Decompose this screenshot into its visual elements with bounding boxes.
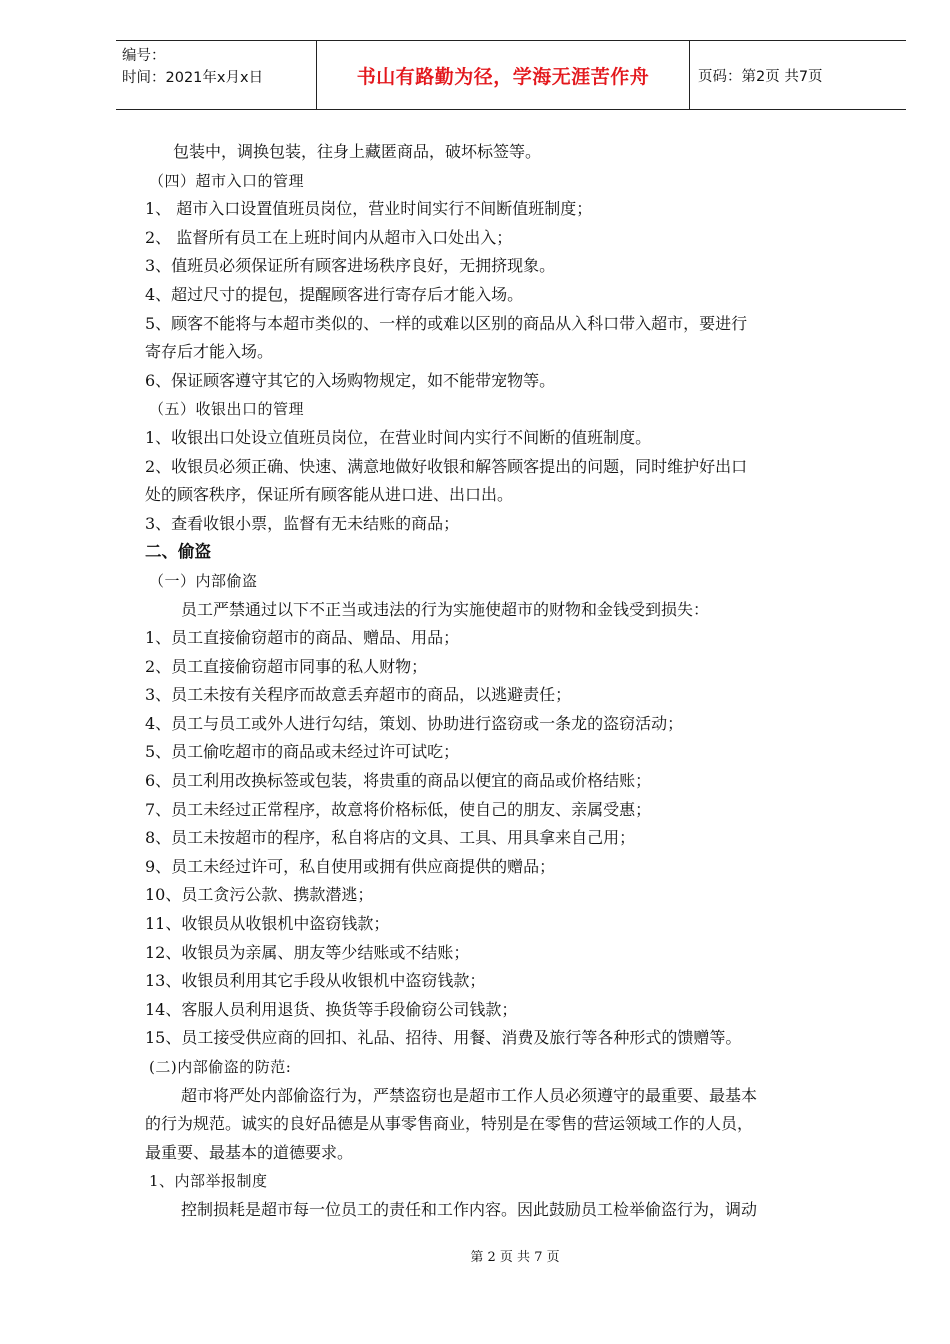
paragraph-line: 包装中，调换包装，往身上藏匿商品，破坏标签等。 bbox=[173, 142, 542, 161]
section-heading: （五）收银出口的管理 bbox=[149, 400, 305, 419]
document-number-label: 编号： bbox=[122, 48, 166, 64]
document-body bbox=[145, 138, 875, 1225]
list-item: 6、保证顾客遵守其它的入场购物规定，如不能带宠物等。 bbox=[145, 370, 556, 390]
list-item: 14、客服人员利用退货、换货等手段偷窃公司钱款； bbox=[145, 999, 518, 1019]
paragraph-line: 最重要、最基本的道德要求。 bbox=[145, 1142, 354, 1162]
list-item: 11、收银员从收银机中盗窃钱款； bbox=[145, 914, 390, 934]
document-time-label: 时间：2021年x月x日 bbox=[122, 70, 264, 86]
list-item: 2、收银员必须正确、快速、满意地做好收银和解答顾客提出的问题，同时维护好出口 bbox=[145, 456, 748, 476]
list-item-continuation: 寄存后才能入场。 bbox=[145, 342, 274, 362]
list-item: 3、查看收银小票，监督有无未结账的商品； bbox=[145, 513, 460, 533]
header-motto: 书山有路勤为径，学海无涯苦作舟 bbox=[316, 41, 690, 109]
list-item: 9、员工未经过许可，私自使用或拥有供应商提供的赠品； bbox=[145, 856, 556, 876]
list-item: 5、员工偷吃超市的商品或未经过许可试吃； bbox=[145, 742, 460, 762]
paragraph-line: 的行为规范。诚实的良好品德是从事零售商业，特别是在零售的营运领域工作的人员， bbox=[145, 1114, 754, 1134]
list-item: 6、员工利用改换标签或包装，将贵重的商品以便宜的商品或价格结账； bbox=[145, 771, 652, 791]
list-item: 15、员工接受供应商的回扣、礼品、招待、用餐、消费及旅行等各种形式的馈赠等。 bbox=[145, 1028, 742, 1048]
list-item: 10、员工贪污公款、携款潜逃； bbox=[145, 885, 374, 905]
list-item: 1、收银出口处设立值班员岗位，在营业时间内实行不间断的值班制度。 bbox=[145, 427, 652, 447]
paragraph-line: 控制损耗是超市每一位员工的责任和工作内容。因此鼓励员工检举偷盗行为，调动 bbox=[181, 1199, 758, 1219]
page-header bbox=[116, 40, 906, 110]
list-item: 8、员工未按超市的程序，私自将店的文具、工具、用具拿来自己用； bbox=[145, 828, 636, 848]
list-item: 1、 超市入口设置值班员岗位，营业时间实行不间断值班制度； bbox=[145, 199, 593, 219]
section-heading: （四）超市入口的管理 bbox=[149, 171, 305, 190]
header-meta bbox=[116, 41, 316, 109]
header-page-number: 页码：第2页 共7页 bbox=[698, 68, 823, 85]
list-item: 12、收银员为亲属、朋友等少结账或不结账； bbox=[145, 942, 470, 962]
list-item: 13、收银员利用其它手段从收银机中盗窃钱款； bbox=[145, 971, 486, 991]
page-footer: 第 2 页 共 7 页 bbox=[470, 1250, 560, 1265]
list-item: 5、顾客不能将与本超市类似的、一样的或难以区别的商品从入科口带入超市，要进行 bbox=[145, 313, 748, 333]
list-item: 2、员工直接偷窃超市同事的私人财物； bbox=[145, 656, 428, 676]
list-item: 3、值班员必须保证所有顾客进场秩序良好，无拥挤现象。 bbox=[145, 256, 556, 276]
list-item: 7、员工未经过正常程序，故意将价格标低，使自己的朋友、亲属受惠； bbox=[145, 799, 652, 819]
list-item: 1、员工直接偷窃超市的商品、赠品、用品； bbox=[145, 628, 460, 648]
paragraph-line: 员工严禁通过以下不正当或违法的行为实施使超市的财物和金钱受到损失： bbox=[181, 599, 710, 619]
list-item: 3、员工未按有关程序而故意丢弃超市的商品，以逃避责任； bbox=[145, 685, 572, 705]
section-heading: （一）内部偷盗 bbox=[149, 571, 258, 590]
section-heading: (二)内部偷盗的防范: bbox=[149, 1058, 292, 1076]
list-item: 4、员工与员工或外人进行勾结，策划、协助进行盗窃或一条龙的盗窃活动； bbox=[145, 713, 684, 733]
list-item: 2、 监督所有员工在上班时间内从超市入口处出入； bbox=[145, 227, 513, 247]
subsection-heading: 1、内部举报制度 bbox=[149, 1172, 268, 1191]
paragraph-line: 超市将严处内部偷盗行为，严禁盗窃也是超市工作人员必须遵守的最重要、最基本 bbox=[181, 1085, 758, 1105]
list-item-continuation: 处的顾客秩序，保证所有顾客能从进口进、出口出。 bbox=[145, 485, 514, 505]
chapter-heading: 二、偷盗 bbox=[145, 542, 211, 562]
list-item: 4、超过尺寸的提包，提醒顾客进行寄存后才能入场。 bbox=[145, 284, 524, 304]
